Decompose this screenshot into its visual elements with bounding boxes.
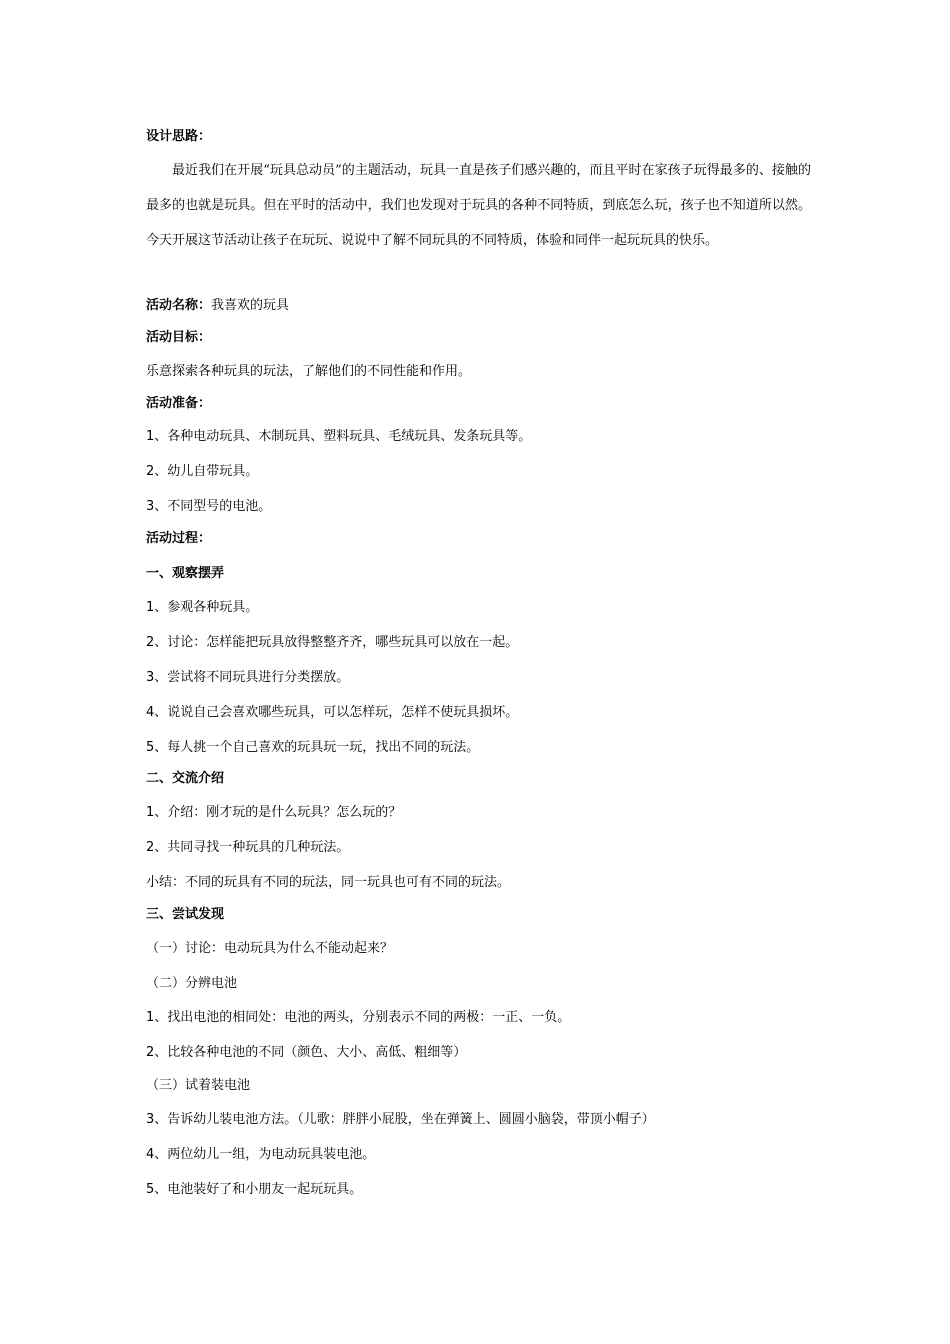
prep-heading: 活动准备： xyxy=(146,396,212,411)
activity-name-value: 我喜欢的玩具 xyxy=(211,298,290,313)
prep-item: 1、各种电动玩具、木制玩具、塑料玩具、毛绒玩具、发条玩具等。 xyxy=(146,429,532,444)
design-heading: 设计思路： xyxy=(146,129,212,144)
section3-sub2: （二）分辨电池 xyxy=(146,976,238,991)
prep-item: 3、不同型号的电池。 xyxy=(146,499,272,514)
section3-item: 2、比较各种电池的不同（颜色、大小、高低、粗细等） xyxy=(146,1045,467,1060)
section1-item: 2、讨论：怎样能把玩具放得整整齐齐，哪些玩具可以放在一起。 xyxy=(146,635,519,650)
section3-title: 三、尝试发现 xyxy=(146,907,225,922)
section3-sub3: （三）试着装电池 xyxy=(146,1078,251,1093)
section3-sub1: （一）讨论：电动玩具为什么不能动起来？ xyxy=(146,941,394,956)
section3-item: 5、电池装好了和小朋友一起玩玩具。 xyxy=(146,1182,363,1197)
section1-item: 3、尝试将不同玩具进行分类摆放。 xyxy=(146,670,350,685)
section1-item: 4、说说自己会喜欢哪些玩具，可以怎样玩，怎样不使玩具损坏。 xyxy=(146,705,519,720)
design-paragraph: 最近我们在开展“玩具总动员”的主题活动，玩具一直是孩子们感兴趣的，而且平时在家孩子玩得最多的、接触的最多的也就是玩具。但在平时的活动中，我们也发现对于玩具的各种不同特质，到底怎么玩，孩子也不知道所以然。今天开展这节活动让孩子在玩玩、说说中了解不同玩具的不同特质，体验和同伴一起玩玩具的快乐。 xyxy=(146,163,811,248)
prep-item: 2、幼儿自带玩具。 xyxy=(146,464,259,479)
section1-item: 1、参观各种玩具。 xyxy=(146,600,259,615)
section2-item: 1、介绍：刚才玩的是什么玩具？怎么玩的？ xyxy=(146,805,402,820)
activity-name-label: 活动名称： xyxy=(146,298,212,313)
section3-item: 4、两位幼儿一组，为电动玩具装电池。 xyxy=(146,1147,376,1162)
section2-title: 二、交流介绍 xyxy=(146,771,225,786)
goal-text: 乐意探索各种玩具的玩法，了解他们的不同性能和作用。 xyxy=(146,364,472,379)
section1-title: 一、观察摆弄 xyxy=(146,566,225,581)
activity-name-line xyxy=(146,297,289,315)
goal-heading: 活动目标： xyxy=(146,330,212,345)
section2-summary: 小结：不同的玩具有不同的玩法，同一玩具也可有不同的玩法。 xyxy=(146,875,511,890)
section1-item: 5、每人挑一个自己喜欢的玩具玩一玩，找出不同的玩法。 xyxy=(146,740,480,755)
section3-item: 1、找出电池的相同处：电池的两头，分别表示不同的两极：一正、一负。 xyxy=(146,1010,571,1025)
section2-item: 2、共同寻找一种玩具的几种玩法。 xyxy=(146,840,350,855)
section3-item: 3、告诉幼儿装电池方法。（儿歌：胖胖小屁股，坐在弹簧上、圆圆小脑袋，带顶小帽子） xyxy=(146,1112,655,1127)
process-heading: 活动过程： xyxy=(146,531,212,546)
